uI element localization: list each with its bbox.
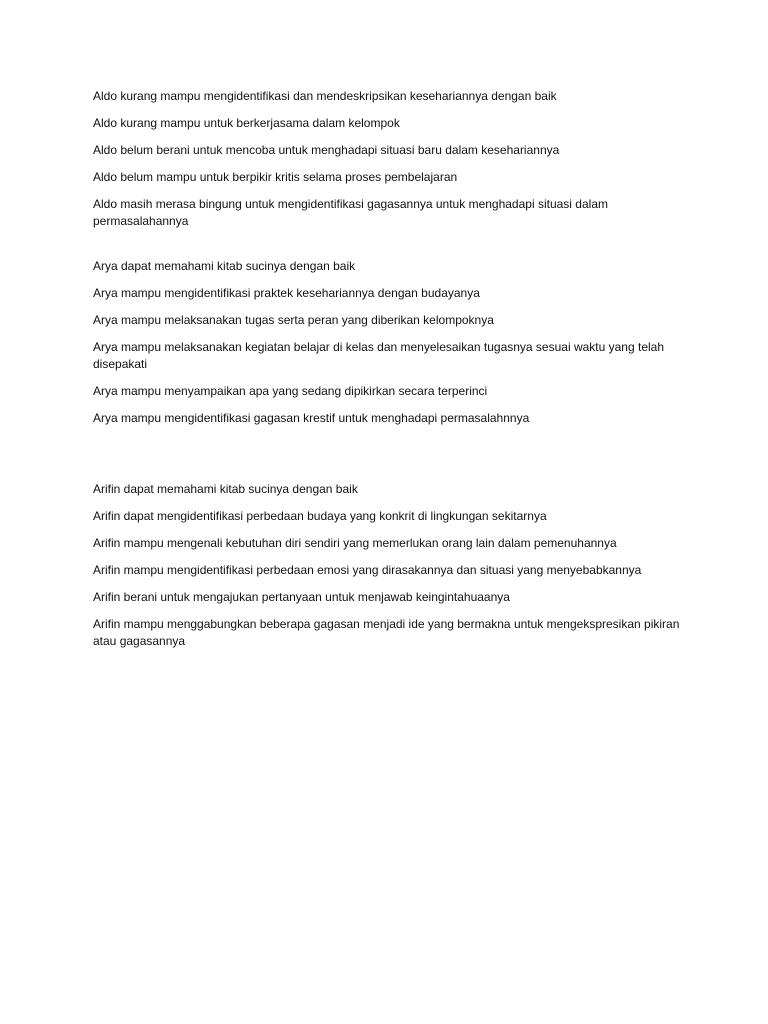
arya-note-1: Arya dapat memahami kitab sucinya dengan baik [93, 259, 356, 273]
arifin-note-2: Arifin dapat mengidentifikasi perbedaan budaya yang konkrit di lingkungan sekitarnya [93, 509, 547, 523]
aldo-note-5: Aldo masih merasa bingung untuk mengidentifikasi gagasannya untuk menghadapi situasi dalam permasalahannya [93, 197, 608, 228]
arifin-note-4: Arifin mampu mengidentifikasi perbedaan emosi yang dirasakannya dan situasi yang menyebabkannya [93, 563, 642, 577]
aldo-note-4: Aldo belum mampu untuk berpikir kritis selama proses pembelajaran [93, 170, 458, 184]
document-content [93, 88, 688, 660]
arya-note-6: Arya mampu mengidentifikasi gagasan krestif untuk menghadapi permasalahnnya [93, 411, 530, 425]
aldo-note-3: Aldo belum berani untuk mencoba untuk menghadapi situasi baru dalam kesehariannya [93, 143, 560, 157]
arifin-note-5: Arifin berani untuk mengajukan pertanyaan untuk menjawab keingintahuaanya [93, 590, 510, 604]
arya-note-4: Arya mampu melaksanakan kegiatan belajar di kelas dan menyelesaikan tugasnya sesuai waktu yang telah disepakati [93, 340, 665, 371]
arya-note-5: Arya mampu menyampaikan apa yang sedang dipikirkan secara terperinci [93, 384, 488, 398]
arya-note-3: Arya mampu melaksanakan tugas serta peran yang diberikan kelompoknya [93, 313, 494, 327]
arifin-note-6: Arifin mampu menggabungkan beberapa gagasan menjadi ide yang bermakna untuk mengekspresikan pikiran atau gagasannya [93, 617, 680, 648]
arifin-note-3: Arifin mampu mengenali kebutuhan diri sendiri yang memerlukan orang lain dalam pemenuhannya [93, 536, 617, 550]
aldo-note-2: Aldo kurang mampu untuk berkerjasama dalam kelompok [93, 116, 400, 130]
arya-notes-group [93, 258, 688, 427]
aldo-notes-group [93, 88, 688, 230]
aldo-note-1: Aldo kurang mampu mengidentifikasi dan mendeskripsikan kesehariannya dengan baik [93, 89, 557, 103]
arya-note-2: Arya mampu mengidentifikasi praktek kesehariannya dengan budayanya [93, 286, 480, 300]
arifin-note-1: Arifin dapat memahami kitab sucinya dengan baik [93, 482, 358, 496]
arifin-notes-group [93, 481, 688, 650]
